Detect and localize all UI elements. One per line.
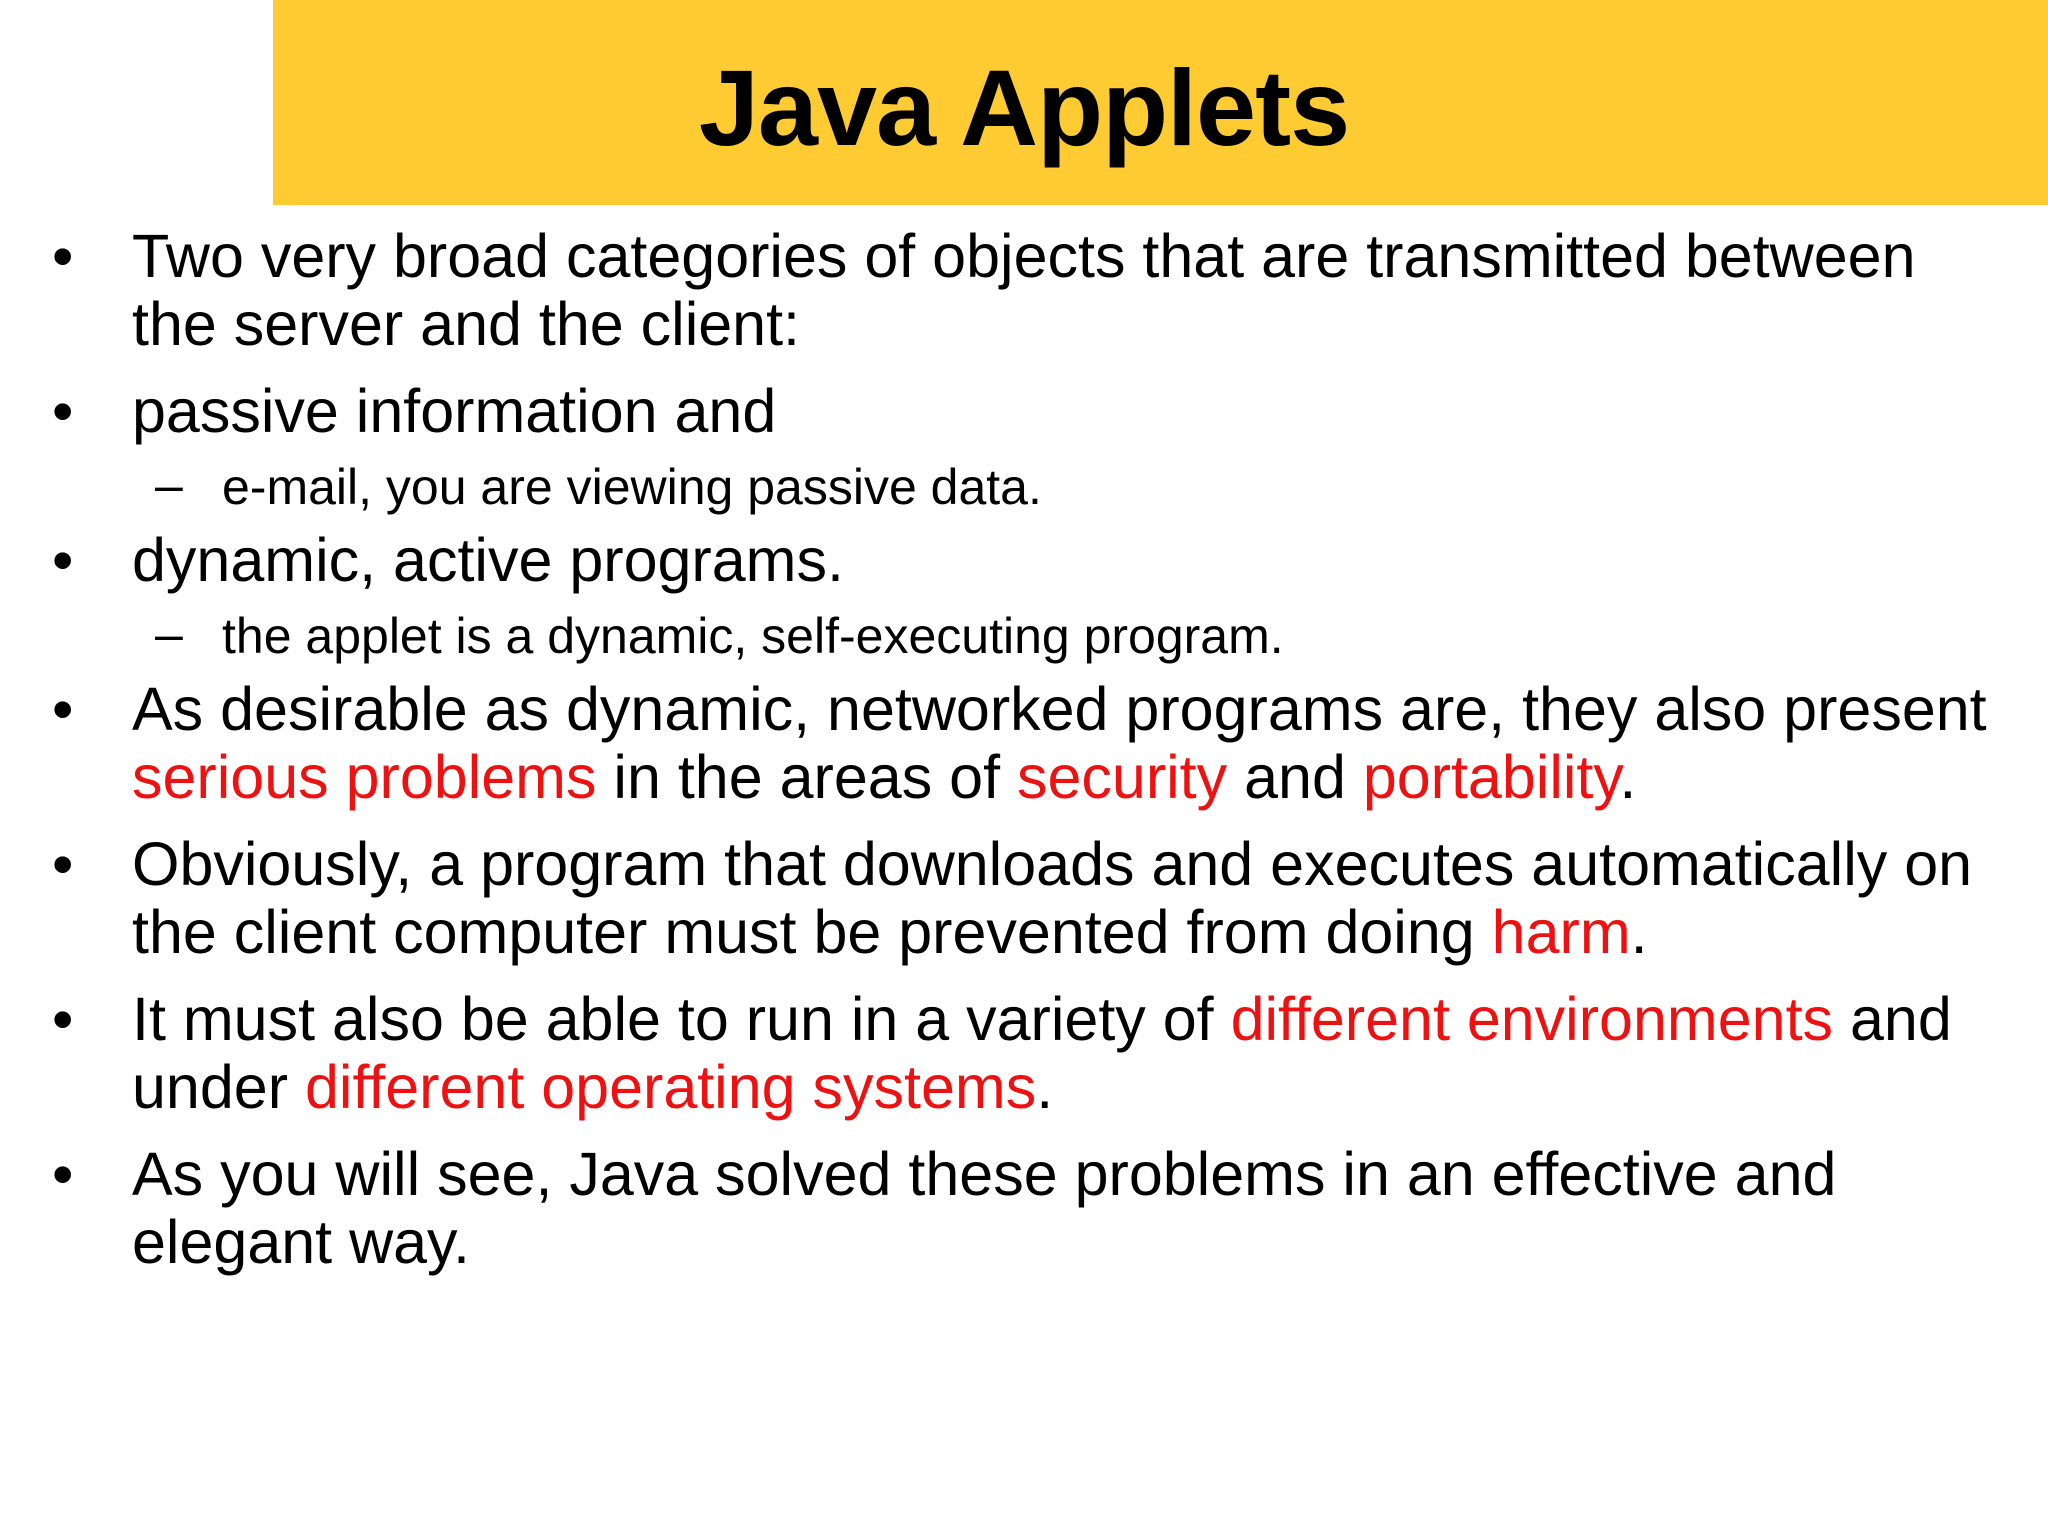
text-run: As desirable as dynamic, networked programs are, they also present	[132, 675, 1987, 743]
highlight-security: security	[1016, 743, 1228, 811]
bullet-text: dynamic, active programs.	[132, 526, 844, 594]
bullet-icon: •	[52, 830, 74, 898]
bullet-text: Two very broad categories of objects that are transmitted between the server and the client:	[132, 222, 1916, 358]
text-run: and	[1227, 743, 1363, 811]
bullet-list	[0, 222, 2048, 1295]
highlight-different-operating-systems: different operating systems	[304, 1053, 1037, 1121]
bullet-item-java-solved	[0, 1140, 2048, 1276]
text-run: It must also be able to run in a variety of	[132, 985, 1231, 1053]
bullet-item-passive-information	[0, 377, 2048, 445]
text-run: .	[1036, 1053, 1054, 1121]
bullet-icon: •	[52, 377, 74, 445]
bullet-item-harm	[0, 830, 2048, 966]
text-run: in the areas of	[596, 743, 1017, 811]
bullet-text	[132, 675, 1987, 811]
slide-title: Java Applets	[698, 47, 1350, 168]
text-run: .	[1630, 898, 1648, 966]
sub-item-applet	[0, 607, 2048, 665]
sub-item-text: the applet is a dynamic, self-executing program.	[222, 608, 1284, 664]
bullet-icon: •	[52, 675, 74, 743]
bullet-text: passive information and	[132, 377, 777, 445]
bullet-icon: •	[52, 1140, 74, 1208]
text-run: .	[1619, 743, 1637, 811]
highlight-portability: portability	[1362, 743, 1620, 811]
highlight-harm: harm	[1491, 898, 1631, 966]
bullet-item-transmitted-objects	[0, 222, 2048, 358]
highlight-serious-problems: serious problems	[132, 743, 597, 811]
dash-icon: –	[155, 457, 183, 513]
text-run: Obviously, a program that downloads and executes automatically on the client computer must be prevented from doing	[132, 830, 1973, 966]
bullet-text: As you will see, Java solved these problems in an effective and elegant way.	[132, 1140, 1837, 1276]
bullet-item-environments	[0, 985, 2048, 1121]
sub-item-email	[0, 458, 2048, 516]
bullet-item-dynamic-programs	[0, 526, 2048, 594]
sub-item-text: e-mail, you are viewing passive data.	[222, 459, 1042, 515]
text-run: and under	[132, 985, 1952, 1121]
bullet-icon: •	[52, 222, 74, 290]
bullet-text	[132, 830, 1972, 966]
bullet-item-serious-problems	[0, 675, 2048, 811]
bullet-text	[132, 985, 1952, 1121]
highlight-different-environments: different environments	[1230, 985, 1834, 1053]
bullet-icon: •	[52, 526, 74, 594]
dash-icon: –	[155, 606, 183, 662]
bullet-icon: •	[52, 985, 74, 1053]
